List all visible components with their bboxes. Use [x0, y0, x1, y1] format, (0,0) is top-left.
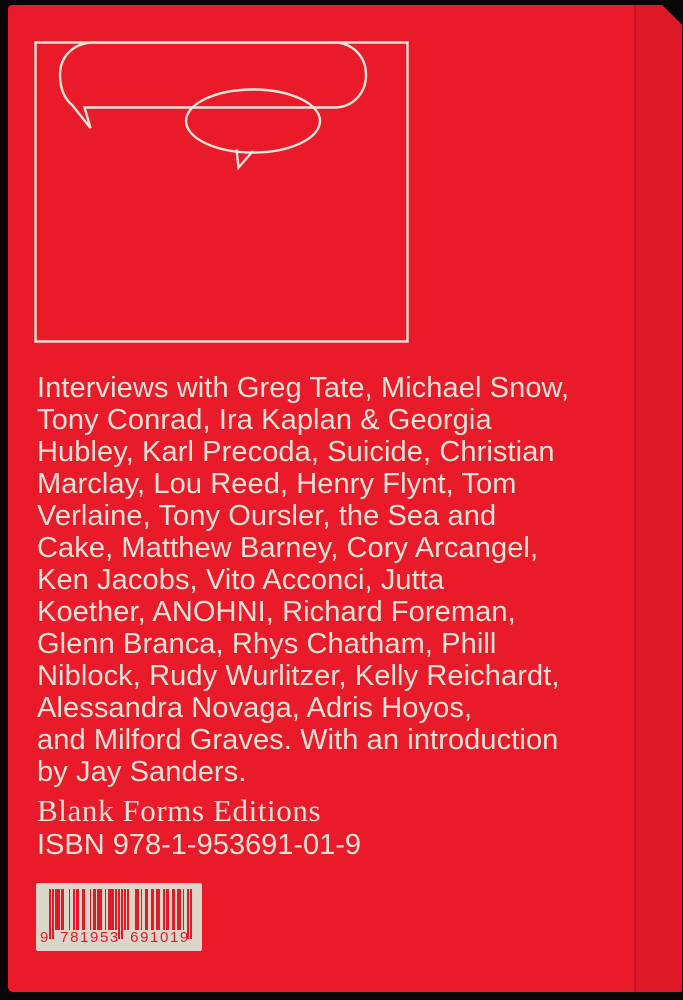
interview-list-text — [37, 372, 667, 788]
barcode-bar — [153, 889, 155, 930]
speech-bubbles-icon — [0, 0, 460, 360]
barcode-bar — [147, 889, 149, 930]
frame-rect — [36, 43, 408, 342]
barcode-bar — [174, 889, 176, 930]
blurb-line: Verlaine, Tony Oursler, the Sea and — [37, 500, 497, 532]
barcode-bar — [180, 889, 182, 930]
barcode-bar — [105, 889, 107, 930]
barcode-bar — [84, 889, 86, 930]
blurb-line: by Jay Sanders. — [37, 756, 247, 788]
barcode-bar — [52, 889, 54, 939]
blurb-line: Hubley, Karl Precoda, Suicide, Christian — [37, 436, 555, 468]
barcode-bar — [138, 889, 140, 930]
blurb-line: Ken Jacobs, Vito Acconci, Jutta — [37, 564, 445, 596]
blurb-line: Cake, Matthew Barney, Cory Arcangel, — [37, 532, 539, 564]
barcode-bar — [100, 889, 102, 930]
barcode-digit-left: 9 — [40, 929, 49, 946]
barcode-bar — [78, 889, 80, 930]
small-speech-bubble — [186, 90, 320, 153]
blurb-line: Interviews with Greg Tate, Michael Snow, — [37, 372, 570, 404]
barcode-bar — [90, 889, 92, 930]
barcode-bar — [159, 889, 161, 930]
barcode-bar — [121, 889, 123, 939]
blurb-line: Marclay, Lou Reed, Henry Flynt, Tom — [37, 468, 517, 500]
barcode-bar — [115, 889, 117, 930]
blurb-line: Niblock, Rudy Wurlitzer, Kelly Reichardt, — [37, 660, 560, 692]
barcode-bar — [73, 889, 75, 930]
barcode-bar — [94, 889, 96, 930]
barcode — [36, 883, 202, 951]
barcode-bar — [183, 889, 185, 930]
blurb-line: Koether, ANOHNI, Richard Foreman, — [37, 596, 516, 628]
barcode-bar — [163, 889, 165, 930]
blurb-line: Tony Conrad, Ira Kaplan & Georgia — [37, 404, 492, 436]
barcode-bar — [124, 889, 126, 930]
isbn-text: ISBN 978-1-953691-01-9 — [37, 829, 362, 861]
barcode-bar — [127, 889, 129, 930]
barcode-bar — [141, 889, 143, 930]
barcode-bar — [58, 889, 60, 930]
barcode-bar — [168, 889, 170, 930]
blurb-line: and Milford Graves. With an introduction — [37, 724, 559, 756]
blurb-line: Glenn Branca, Rhys Chatham, Phill — [37, 628, 497, 660]
barcode-bar — [112, 889, 114, 930]
publisher-name: Blank Forms Editions — [37, 793, 322, 828]
barcode-digits-group2: 691019 — [130, 929, 190, 946]
barcode-bar — [49, 889, 51, 939]
barcode-digits-group1: 781953 — [60, 929, 120, 946]
blurb-line: Alessandra Novaga, Adris Hoyos, — [37, 692, 473, 724]
barcode-bar — [63, 889, 65, 930]
barcode-bar — [69, 889, 71, 930]
